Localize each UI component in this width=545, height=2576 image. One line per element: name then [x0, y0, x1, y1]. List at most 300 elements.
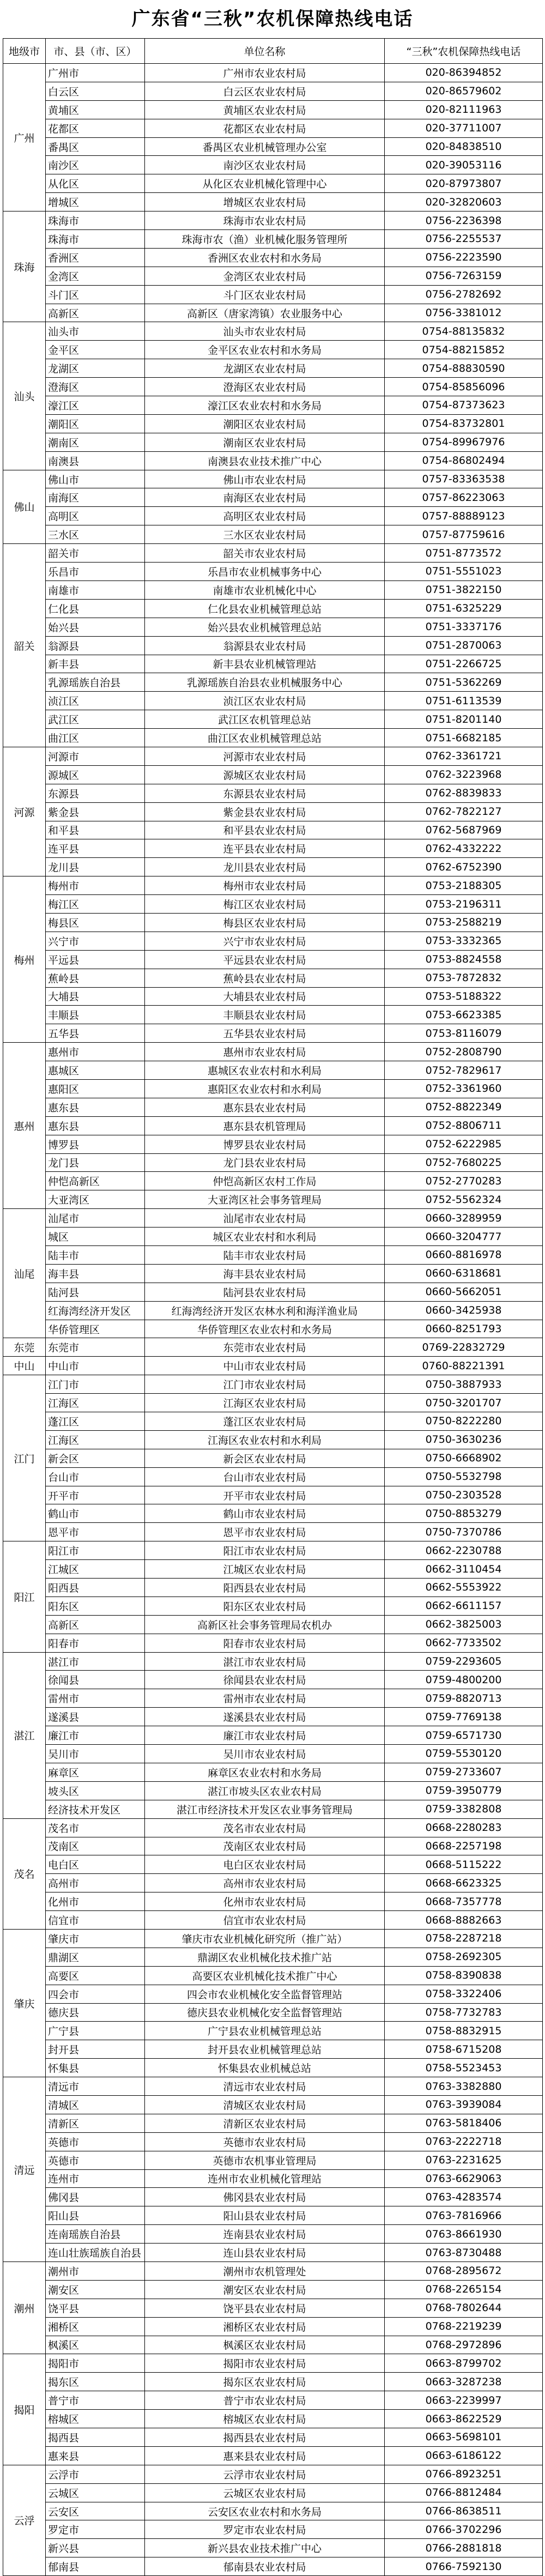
- county-cell: 鼎湖区: [46, 1948, 145, 1966]
- phone-cell: 0759-6571730: [385, 1726, 543, 1745]
- phone-cell: 0762-4332222: [385, 839, 543, 858]
- table-row: [3, 987, 543, 1006]
- county-cell: 连山壮族瑶族自治县: [46, 2244, 145, 2262]
- unit-cell: 湛江市农业农村局: [145, 1652, 385, 1671]
- header-phone: “三秋”农机保障热线电话: [385, 39, 543, 64]
- county-cell: 龙湖区: [46, 359, 145, 378]
- phone-cell: 0758-8390838: [385, 1966, 543, 1985]
- table-row: [3, 2502, 543, 2520]
- county-cell: 东源县: [46, 784, 145, 802]
- unit-cell: 兴宁市农业农村局: [145, 932, 385, 950]
- unit-cell: 梅江区农业农村局: [145, 895, 385, 914]
- unit-cell: 梅州市农业农村局: [145, 876, 385, 895]
- phone-cell: 0663-6186122: [385, 2446, 543, 2465]
- county-cell: 海丰县: [46, 1264, 145, 1283]
- city-cell: 东莞: [3, 1338, 46, 1357]
- county-cell: 乳源瑶族自治县: [46, 673, 145, 692]
- county-cell: 电白区: [46, 1855, 145, 1874]
- county-cell: 高新区: [46, 304, 145, 322]
- table-row: [3, 174, 543, 193]
- table-row: [3, 858, 543, 876]
- phone-cell: 0751-5362269: [385, 673, 543, 692]
- phone-cell: 0662-3110454: [385, 1560, 543, 1579]
- county-cell: 徐闻县: [46, 1671, 145, 1689]
- table-row: [3, 784, 543, 802]
- county-cell: 梅州市: [46, 876, 145, 895]
- phone-cell: 0753-8824558: [385, 950, 543, 969]
- unit-cell: 仁化县农业机械管理总站: [145, 599, 385, 618]
- phone-cell: 020-37711007: [385, 119, 543, 137]
- table-row: [3, 821, 543, 839]
- phone-cell: 0758-8832915: [385, 2022, 543, 2040]
- unit-cell: 罗定市农业农村局: [145, 2520, 385, 2539]
- county-cell: 龙门县: [46, 1153, 145, 1172]
- table-row: [3, 2428, 543, 2447]
- county-cell: 惠州市: [46, 1043, 145, 1061]
- table-row: [3, 2261, 543, 2280]
- phone-cell: 020-39053116: [385, 156, 543, 174]
- unit-cell: 鹤山市农业农村局: [145, 1504, 385, 1523]
- county-cell: 肇庆市: [46, 1929, 145, 1948]
- city-cell: 湛江: [3, 1652, 46, 1818]
- unit-cell: 惠来县农业农村局: [145, 2446, 385, 2465]
- county-cell: 兴宁市: [46, 932, 145, 950]
- table-row: [3, 2520, 543, 2539]
- county-cell: 普宁市: [46, 2391, 145, 2410]
- table-row: [3, 470, 543, 488]
- phone-cell: 0750-3630236: [385, 1430, 543, 1449]
- table-row: [3, 341, 543, 359]
- unit-cell: 江海区农业农村局: [145, 1394, 385, 1412]
- county-cell: 三水区: [46, 525, 145, 544]
- phone-cell: 0759-5530120: [385, 1745, 543, 1763]
- table-row: [3, 1634, 543, 1652]
- phone-cell: 0663-8799702: [385, 2354, 543, 2373]
- unit-cell: 连山县农业农村局: [145, 2244, 385, 2262]
- city-cell: 中山: [3, 1357, 46, 1375]
- unit-cell: 阳东区农业农村局: [145, 1597, 385, 1615]
- city-cell: 汕尾: [3, 1209, 46, 1338]
- phone-cell: 0752-8822349: [385, 1098, 543, 1116]
- unit-cell: 英德市农机事业管理局: [145, 2151, 385, 2169]
- phone-cell: 0752-5562324: [385, 1190, 543, 1209]
- table-row: [3, 359, 543, 378]
- phone-cell: 0758-6715208: [385, 2040, 543, 2059]
- unit-cell: 江海区农业农村和水利局: [145, 1430, 385, 1449]
- phone-cell: 0759-8820713: [385, 1689, 543, 1708]
- county-cell: 惠来县: [46, 2446, 145, 2465]
- county-cell: 饶平县: [46, 2299, 145, 2317]
- table-row: [3, 1079, 543, 1098]
- table-row: [3, 2059, 543, 2077]
- county-cell: 陆河县: [46, 1283, 145, 1301]
- hotline-table: [3, 38, 543, 2576]
- county-cell: 高明区: [46, 507, 145, 525]
- phone-cell: 0753-6623385: [385, 1006, 543, 1024]
- county-cell: 增城区: [46, 193, 145, 211]
- unit-cell: 高州市农业农村局: [145, 1874, 385, 1892]
- phone-cell: 0660-8816978: [385, 1246, 543, 1265]
- county-cell: 连南瑶族自治县: [46, 2225, 145, 2244]
- phone-cell: 0660-3425938: [385, 1301, 543, 1320]
- unit-cell: 潮阳区农业农村局: [145, 414, 385, 433]
- table-row: [3, 1098, 543, 1116]
- county-cell: 枫溪区: [46, 2336, 145, 2354]
- unit-cell: 清远市农业农村局: [145, 2077, 385, 2096]
- unit-cell: 龙川县农业农村局: [145, 858, 385, 876]
- unit-cell: 鼎湖区农业机械化技术推广站: [145, 1948, 385, 1966]
- phone-cell: 0763-6629063: [385, 2169, 543, 2188]
- unit-cell: 惠东县农业农村局: [145, 1098, 385, 1116]
- unit-cell: 高新区社会事务管理局农机办: [145, 1615, 385, 1634]
- table-row: [3, 1467, 543, 1486]
- table-row: [3, 1892, 543, 1911]
- county-cell: 南海区: [46, 488, 145, 507]
- phone-cell: 0766-8812484: [385, 2483, 543, 2502]
- phone-cell: 0668-6623325: [385, 1874, 543, 1892]
- table-row: [3, 1394, 543, 1412]
- unit-cell: 城区农业农村和水利局: [145, 1227, 385, 1246]
- county-cell: 揭西县: [46, 2428, 145, 2447]
- unit-cell: 麻章区农业农村和水务局: [145, 1763, 385, 1781]
- phone-cell: 0751-6682185: [385, 729, 543, 747]
- county-cell: 蕉岭县: [46, 969, 145, 987]
- phone-cell: 0766-2881818: [385, 2539, 543, 2557]
- table-row: [3, 1153, 543, 1172]
- table-row: [3, 451, 543, 470]
- county-cell: 英德市: [46, 2151, 145, 2169]
- phone-cell: 0754-86802494: [385, 451, 543, 470]
- city-cell: 汕头: [3, 322, 46, 470]
- phone-cell: 0662-2230788: [385, 1541, 543, 1560]
- table-row: [3, 580, 543, 599]
- table-row: [3, 1227, 543, 1246]
- county-cell: 新兴县: [46, 2539, 145, 2557]
- phone-cell: 0668-5115222: [385, 1855, 543, 1874]
- phone-cell: 0762-6752390: [385, 858, 543, 876]
- unit-cell: 湘桥区农业农村局: [145, 2317, 385, 2336]
- phone-cell: 0768-7802644: [385, 2299, 543, 2317]
- table-row: [3, 1504, 543, 1523]
- phone-cell: 0753-5188322: [385, 987, 543, 1006]
- table-row: [3, 876, 543, 895]
- county-cell: 高州市: [46, 1874, 145, 1892]
- county-cell: 梅县区: [46, 913, 145, 932]
- county-cell: 郁南县: [46, 2557, 145, 2576]
- unit-cell: 大亚湾区社会事务管理局: [145, 1190, 385, 1209]
- unit-cell: 广宁县农业机械管理总站: [145, 2022, 385, 2040]
- table-row: [3, 1597, 543, 1615]
- phone-cell: 0756-2236398: [385, 211, 543, 230]
- unit-cell: 新兴县农业技术推广中心: [145, 2539, 385, 2557]
- phone-cell: 020-32820603: [385, 193, 543, 211]
- table-row: [3, 82, 543, 100]
- phone-cell: 0757-86223063: [385, 488, 543, 507]
- table-row: [3, 2022, 543, 2040]
- table-row: [3, 1135, 543, 1153]
- phone-cell: 0750-5532798: [385, 1467, 543, 1486]
- table-row: [3, 1486, 543, 1504]
- phone-cell: 0668-2257198: [385, 1837, 543, 1855]
- phone-cell: 020-82111963: [385, 100, 543, 119]
- county-cell: 梅江区: [46, 895, 145, 914]
- county-cell: 高要区: [46, 1966, 145, 1985]
- county-cell: 恩平市: [46, 1523, 145, 1541]
- unit-cell: 汕尾市农业农村局: [145, 1209, 385, 1227]
- county-cell: 金平区: [46, 341, 145, 359]
- phone-cell: 0763-2222718: [385, 2132, 543, 2151]
- unit-cell: 云浮市农业农村局: [145, 2465, 385, 2483]
- table-row: [3, 636, 543, 655]
- unit-cell: 江城区农业农村局: [145, 1560, 385, 1579]
- unit-cell: 曲江区农业机械管理总站: [145, 729, 385, 747]
- phone-cell: 0768-2219239: [385, 2317, 543, 2336]
- county-cell: 惠东县: [46, 1116, 145, 1135]
- table-row: [3, 618, 543, 636]
- county-cell: 大埔县: [46, 987, 145, 1006]
- table-row: [3, 950, 543, 969]
- county-cell: 佛山市: [46, 470, 145, 488]
- unit-cell: 香洲区农业农村和水务局: [145, 248, 385, 267]
- county-cell: 南沙区: [46, 156, 145, 174]
- table-row: [3, 1301, 543, 1320]
- city-cell: 潮州: [3, 2261, 46, 2354]
- unit-cell: 湛江市经济技术开发区农业事务管理局: [145, 1800, 385, 1818]
- unit-cell: 榕城区农业农村局: [145, 2410, 385, 2428]
- phone-cell: 0763-8730488: [385, 2244, 543, 2262]
- unit-cell: 东源县农业农村局: [145, 784, 385, 802]
- unit-cell: 平远县农业农村局: [145, 950, 385, 969]
- phone-cell: 0662-6611157: [385, 1597, 543, 1615]
- phone-cell: 0751-6325229: [385, 599, 543, 618]
- unit-cell: 新丰县农业机械管理站: [145, 655, 385, 673]
- table-row: [3, 1726, 543, 1745]
- county-cell: 黄埔区: [46, 100, 145, 119]
- table-row: [3, 2132, 543, 2151]
- table-row: [3, 2188, 543, 2206]
- table-row: [3, 525, 543, 544]
- table-row: [3, 802, 543, 821]
- table-row: [3, 913, 543, 932]
- phone-cell: 0766-8923251: [385, 2465, 543, 2483]
- unit-cell: 珠海市农（渔）业机械化服务管理所: [145, 230, 385, 249]
- county-cell: 汕尾市: [46, 1209, 145, 1227]
- phone-cell: 0753-2188305: [385, 876, 543, 895]
- table-row: [3, 2557, 543, 2576]
- table-row: [3, 2040, 543, 2059]
- header-city: 地级市: [3, 39, 46, 64]
- phone-cell: 0756-2782692: [385, 285, 543, 304]
- county-cell: 化州市: [46, 1892, 145, 1911]
- phone-cell: 0753-2588219: [385, 913, 543, 932]
- table-row: [3, 248, 543, 267]
- city-cell: 广州: [3, 64, 46, 211]
- county-cell: 龙川县: [46, 858, 145, 876]
- table-row: [3, 710, 543, 729]
- county-cell: 怀集县: [46, 2059, 145, 2077]
- phone-cell: 0763-3382880: [385, 2077, 543, 2096]
- city-cell: 珠海: [3, 211, 46, 322]
- unit-cell: 韶关市农业农村局: [145, 544, 385, 563]
- phone-cell: 0766-3702296: [385, 2520, 543, 2539]
- table-row: [3, 119, 543, 137]
- table-row: [3, 1781, 543, 1800]
- table-row: [3, 100, 543, 119]
- phone-cell: 0758-5523453: [385, 2059, 543, 2077]
- unit-cell: 电白区农业农村局: [145, 1855, 385, 1874]
- table-row: [3, 2114, 543, 2132]
- county-cell: 鹤山市: [46, 1504, 145, 1523]
- unit-cell: 番禺区农业机械管理办公室: [145, 137, 385, 156]
- city-cell: 茂名: [3, 1818, 46, 1929]
- unit-cell: 金平区农业农村和水务局: [145, 341, 385, 359]
- county-cell: 城区: [46, 1227, 145, 1246]
- phone-cell: 0751-8201140: [385, 710, 543, 729]
- table-row: [3, 1283, 543, 1301]
- county-cell: 新丰县: [46, 655, 145, 673]
- county-cell: 翁源县: [46, 636, 145, 655]
- phone-cell: 0768-2895672: [385, 2261, 543, 2280]
- table-row: [3, 1430, 543, 1449]
- city-cell: 惠州: [3, 1043, 46, 1209]
- city-cell: 清远: [3, 2077, 46, 2262]
- county-cell: 曲江区: [46, 729, 145, 747]
- phone-cell: 0751-2266725: [385, 655, 543, 673]
- phone-cell: 0759-2733607: [385, 1763, 543, 1781]
- county-cell: 潮阳区: [46, 414, 145, 433]
- table-row: [3, 1708, 543, 1726]
- table-row: [3, 1338, 543, 1357]
- city-cell: 江门: [3, 1375, 46, 1541]
- phone-cell: 020-86579602: [385, 82, 543, 100]
- unit-cell: 雷州市农业农村局: [145, 1689, 385, 1708]
- unit-cell: 乐昌市农业机械事务中心: [145, 563, 385, 581]
- table-row: [3, 1024, 543, 1043]
- unit-cell: 惠州市农业农村局: [145, 1043, 385, 1061]
- unit-cell: 新会区农业农村局: [145, 1449, 385, 1467]
- unit-cell: 湛江市坡头区农业农村局: [145, 1781, 385, 1800]
- phone-cell: 0758-3322406: [385, 1985, 543, 2003]
- unit-cell: 黄埔区农业农村局: [145, 100, 385, 119]
- unit-cell: 佛山市农业农村局: [145, 470, 385, 488]
- city-cell: 佛山: [3, 470, 46, 544]
- table-row: [3, 2003, 543, 2022]
- table-row: [3, 1246, 543, 1265]
- unit-cell: 潮南区农业农村局: [145, 433, 385, 451]
- county-cell: 麻章区: [46, 1763, 145, 1781]
- phone-cell: 0668-2280283: [385, 1818, 543, 1837]
- phone-cell: 0662-7733502: [385, 1634, 543, 1652]
- phone-cell: 0763-5818406: [385, 2114, 543, 2132]
- table-row: [3, 230, 543, 249]
- phone-cell: 0768-2265154: [385, 2280, 543, 2299]
- table-row: [3, 1320, 543, 1338]
- city-cell: 阳江: [3, 1541, 46, 1652]
- unit-cell: 高要区农业机械化技术推广中心: [145, 1966, 385, 1985]
- phone-cell: 0750-3887933: [385, 1375, 543, 1394]
- phone-cell: 0763-8661930: [385, 2225, 543, 2244]
- table-row: [3, 747, 543, 765]
- unit-cell: 增城区农业农村局: [145, 193, 385, 211]
- phone-cell: 0759-3950779: [385, 1781, 543, 1800]
- unit-cell: 翁源县农业农村局: [145, 636, 385, 655]
- table-row: [3, 1449, 543, 1467]
- table-row: [3, 1615, 543, 1634]
- phone-cell: 0758-2287218: [385, 1929, 543, 1948]
- unit-cell: 信宜市农业农村局: [145, 1911, 385, 1930]
- header-unit: 单位名称: [145, 39, 385, 64]
- table-row: [3, 1172, 543, 1190]
- unit-cell: 蓬江区农业农村局: [145, 1412, 385, 1431]
- county-cell: 武江区: [46, 710, 145, 729]
- unit-cell: 丰顺县农业农村局: [145, 1006, 385, 1024]
- county-cell: 吴川市: [46, 1745, 145, 1763]
- county-cell: 开平市: [46, 1486, 145, 1504]
- county-cell: 罗定市: [46, 2520, 145, 2539]
- county-cell: 云城区: [46, 2483, 145, 2502]
- county-cell: 江门市: [46, 1375, 145, 1394]
- unit-cell: 东莞市农业农村局: [145, 1338, 385, 1357]
- unit-cell: 华侨管理区农业农村和水务局: [145, 1320, 385, 1338]
- phone-cell: 0662-3825003: [385, 1615, 543, 1634]
- phone-cell: 0660-3289959: [385, 1209, 543, 1227]
- table-row: [3, 692, 543, 710]
- county-cell: 信宜市: [46, 1911, 145, 1930]
- unit-cell: 普宁市农业农村局: [145, 2391, 385, 2410]
- table-row: [3, 599, 543, 618]
- county-cell: 东莞市: [46, 1338, 145, 1357]
- unit-cell: 云安区农业农村和水务局: [145, 2502, 385, 2520]
- phone-cell: 0753-7872832: [385, 969, 543, 987]
- county-cell: 浈江区: [46, 692, 145, 710]
- table-row: [3, 1745, 543, 1763]
- phone-cell: 0754-88215852: [385, 341, 543, 359]
- unit-cell: 蕉岭县农业农村局: [145, 969, 385, 987]
- unit-cell: 连南县农业农村局: [145, 2225, 385, 2244]
- phone-cell: 0668-7357778: [385, 1892, 543, 1911]
- county-cell: 平远县: [46, 950, 145, 969]
- county-cell: 阳山县: [46, 2206, 145, 2225]
- unit-cell: 阳山县农业农村局: [145, 2206, 385, 2225]
- table-row: [3, 1006, 543, 1024]
- table-row: [3, 1357, 543, 1375]
- table-row: [3, 1929, 543, 1948]
- phone-cell: 0751-8773572: [385, 544, 543, 563]
- county-cell: 连平县: [46, 839, 145, 858]
- county-cell: 陆丰市: [46, 1246, 145, 1265]
- table-row: [3, 1837, 543, 1855]
- unit-cell: 清城区农业农村局: [145, 2095, 385, 2114]
- unit-cell: 揭东区农业农村局: [145, 2373, 385, 2391]
- city-cell: 河源: [3, 747, 46, 876]
- phone-cell: 0751-3337176: [385, 618, 543, 636]
- county-cell: 番禺区: [46, 137, 145, 156]
- unit-cell: 郁南县农业农村局: [145, 2557, 385, 2576]
- phone-cell: 0766-8638511: [385, 2502, 543, 2520]
- phone-cell: 0660-3204777: [385, 1227, 543, 1246]
- table-row: [3, 1985, 543, 2003]
- table-row: [3, 396, 543, 415]
- unit-cell: 惠东县农机管理局: [145, 1116, 385, 1135]
- phone-cell: 0754-87373623: [385, 396, 543, 415]
- table-row: [3, 2373, 543, 2391]
- county-cell: 惠东县: [46, 1098, 145, 1116]
- phone-cell: 0750-3201707: [385, 1394, 543, 1412]
- phone-cell: 020-84838510: [385, 137, 543, 156]
- phone-cell: 0750-8222280: [385, 1412, 543, 1431]
- county-cell: 五华县: [46, 1024, 145, 1043]
- county-cell: 潮州市: [46, 2261, 145, 2280]
